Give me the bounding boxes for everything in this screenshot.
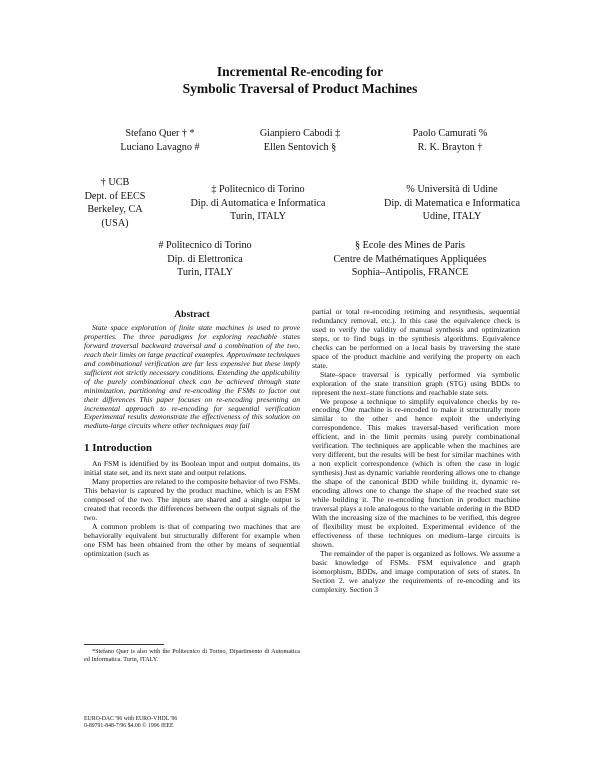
affiliation-line: Dip. di Automatica e Informatica <box>190 197 326 209</box>
affiliation-line: % Università di Udine <box>406 184 498 195</box>
right-paragraph-4: The remainder of the paper is organized as follows. We assume a basic knowledge of FSMs. FSM equivalence and graph isomorphism, BDDs, and image computation of sets of states. In Section 2. we analyze the requirements of re-encoding and its complexity. Section 3 <box>312 548 520 594</box>
author-cabodi: Gianpiero Cabodi ‡ <box>259 128 341 139</box>
author-column-3 <box>385 127 515 155</box>
right-column <box>312 308 520 595</box>
abstract-heading: Abstract <box>174 310 210 320</box>
author-lavagno: Luciano Lavagno # <box>120 142 200 153</box>
title-line-2: Symbolic Traversal of Product Machines <box>182 81 418 96</box>
intro-paragraph-1: An FSM is identified by its Boolean input and output domains, its initial state set, and its next state and output relations. <box>84 459 300 478</box>
affiliation-line: # Politecnico di Torino <box>158 240 252 251</box>
affiliation-line: Sophia–Antipolis, FRANCE <box>351 267 469 278</box>
footnote-text: *Stefano Quer is also with the Politecnico di Torino, Dipartimento di Automatica ed Informatica. Turin, ITALY. <box>84 648 300 663</box>
intro-paragraph-2: Many properties are related to the composite behavior of two FSMs. This behavior is captured by the product machine, which is an FSM composed of the two. The inputs are shared and a single output is created that records the differences between the output signals of the two. <box>84 477 300 523</box>
right-paragraph-1: partial or total re-encoding retiming and resynthesis, sequential redundancy removal, etc.). In this case the equivalence check is used to verify the validity of manual synthesis and optimization steps, or to find bugs in the synthesis algorithms. Equivalence checks can be performed on a local basis by traversing the state space of the product machine and verifying the property on each state. <box>312 307 520 370</box>
paper-title <box>0 63 600 97</box>
affiliation-ucb <box>70 176 160 230</box>
affiliation-line: § Ecole des Mines de Paris <box>354 240 466 251</box>
affiliation-line: (USA) <box>101 217 129 229</box>
author-brayton: R. K. Brayton † <box>417 142 483 153</box>
title-line-1: Incremental Re-encoding for <box>216 64 384 79</box>
affiliation-polito-automatica <box>163 183 353 224</box>
affiliation-line: Dept. of EECS <box>84 190 146 202</box>
right-paragraph-2: State–space traversal is typically performed via symbolic exploration of the state transition graph (STG) using BDDs to represent the next–state functions and reachable state sets. <box>312 369 520 397</box>
isbn-copyright: 0-89791-848-7/96 $4.00 © 1996 IEEE <box>84 723 174 730</box>
conference-footer <box>84 716 177 730</box>
affiliation-line: Dip. di Matematica e Informatica <box>383 197 521 209</box>
footnote-block <box>84 644 300 663</box>
affiliation-line: Udine, ITALY <box>422 211 482 222</box>
affiliation-line: ‡ Politecnico di Torino <box>211 184 305 195</box>
affiliation-udine <box>352 183 552 224</box>
affiliation-polito-elettronica <box>110 239 300 280</box>
section-1-heading: 1 Introduction <box>84 442 152 455</box>
affiliation-line: Turin, ITALY <box>176 267 234 278</box>
left-column <box>84 311 300 559</box>
right-paragraph-3: We propose a technique to simplify equivalence checks by re-encoding One machine is re-encoded to make it structurally more similar to the other and hence exploit the underlying correspondence. This makes traversal-based verification more efficient, and in the limit permits using purely combinational verification. The techniques are applicable when the machines are very different, but the results will be best for similar machines with a non explicit correspondence (which is often the case in logic synthesis) Just as dynamic variable reordering allows one to change the shape of the canonical BDD while building it, dynamic re-encoding allows one to change the shape of the reached state set while building it. The re-encoding function in product machine traversal plays a role analogous to the variable ordering in the BDD With the increasing size of the machines to be verified, this degree of flexibility must be exploited. Experimental evidence of the effectiveness of these techniques on medium–large circuits is shown. <box>312 396 520 549</box>
author-column-2 <box>235 127 365 155</box>
affiliation-line: † UCB <box>100 177 130 188</box>
affiliation-line: Turin, ITALY <box>229 211 287 222</box>
footnote-rule <box>84 644 164 645</box>
affiliation-line: Dip. di Elettronica <box>167 253 243 265</box>
author-quer: Stefano Quer † * <box>125 128 195 139</box>
intro-paragraph-3: A common problem is that of comparing two machines that are behaviorally equivalent but structurally different for example when one FSM has been obtained from the other by means of sequential optimization (such as <box>84 522 300 558</box>
author-column-1 <box>95 127 225 155</box>
affiliation-line: Berkeley, CA <box>87 204 143 215</box>
affiliation-ensmp <box>300 239 520 280</box>
abstract-text: State space exploration of finite state machines is used to prove properties. The three paradigms for exploring reachable states forward traversal backward traversal and a combination of the two, reach their limits on large practical examples. Approximate techniques and combinational verification are far less expensive but these imply sufficient not strictly necessary conditions. Extending the applicability of the purely combinational check can be achieved through state minimization, partitioning and re-encoding the FSMs to factor out their differences This paper focuses on re-encoding presenting an incremental approach to re-encoding for sequential verification Experimental results demonstrate the effectiveness of this solution on medium-large circuits where other techniques may fail <box>84 322 300 431</box>
author-sentovich: Ellen Sentovich § <box>263 142 337 153</box>
conference-name: EURO-DAC '96 with EURO-VHDL '96 <box>84 716 178 722</box>
affiliation-line: Centre de Mathématiques Appliquées <box>333 253 487 265</box>
author-camurati: Paolo Camurati % <box>412 128 488 139</box>
